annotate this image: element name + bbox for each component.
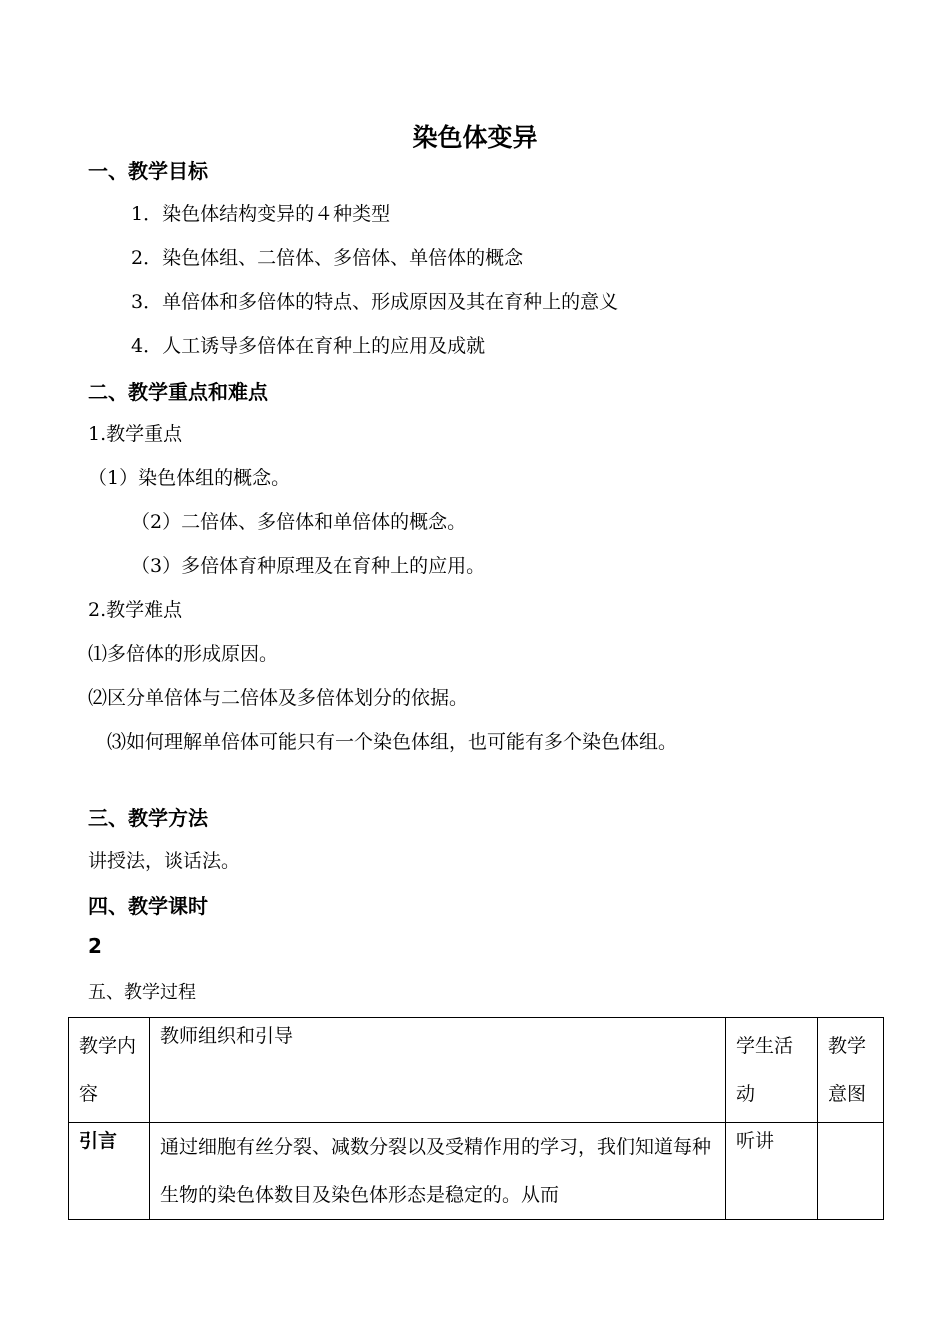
table-row bbox=[69, 1123, 884, 1220]
class-hours-value: 2 bbox=[88, 934, 102, 958]
difficult-point-1: ⑴多倍体的形成原因。 bbox=[88, 643, 279, 665]
page-title: 染色体变异 bbox=[412, 123, 538, 152]
teaching-process-table bbox=[68, 1017, 884, 1220]
row-intent bbox=[818, 1123, 884, 1220]
header-activity: 学生活动 bbox=[726, 1018, 818, 1123]
header-content: 教学内容 bbox=[69, 1018, 150, 1123]
objective-item-1: 1．染色体结构变异的４种类型 bbox=[131, 203, 391, 225]
header-guide: 教师组织和引导 bbox=[150, 1018, 726, 1123]
section-3-heading: 三、教学方法 bbox=[88, 806, 208, 830]
header-intent: 教学意图 bbox=[818, 1018, 884, 1123]
row-content: 引言 bbox=[69, 1123, 150, 1220]
key-point-2: （2）二倍体、多倍体和单倍体的概念。 bbox=[131, 511, 467, 533]
table-header-row bbox=[69, 1018, 884, 1123]
objective-item-2: 2．染色体组、二倍体、多倍体、单倍体的概念 bbox=[131, 247, 524, 269]
teaching-method-text: 讲授法，谈话法。 bbox=[88, 850, 241, 872]
section-5-heading: 五、教学过程 bbox=[88, 982, 196, 1003]
key-point-1: （1）染色体组的概念。 bbox=[88, 467, 291, 489]
key-point-3: （3）多倍体育种原理及在育种上的应用。 bbox=[131, 555, 486, 577]
difficult-point-3: ⑶如何理解单倍体可能只有一个染色体组，也可能有多个染色体组。 bbox=[107, 731, 678, 753]
row-activity: 听讲 bbox=[726, 1123, 818, 1220]
section-1-heading: 一、教学目标 bbox=[88, 159, 208, 183]
difficult-point-2: ⑵区分单倍体与二倍体及多倍体划分的依据。 bbox=[88, 687, 469, 709]
difficult-points-title: 2.教学难点 bbox=[88, 599, 183, 621]
section-2-heading: 二、教学重点和难点 bbox=[88, 380, 268, 404]
objective-item-3: 3．单倍体和多倍体的特点、形成原因及其在育种上的意义 bbox=[131, 291, 619, 313]
key-points-title: 1.教学重点 bbox=[88, 423, 183, 445]
row-guide: 通过细胞有丝分裂、减数分裂以及受精作用的学习，我们知道每种生物的染色体数目及染色体形态是稳定的。从而 bbox=[150, 1123, 726, 1220]
section-4-heading: 四、教学课时 bbox=[88, 894, 208, 918]
objective-item-4: 4．人工诱导多倍体在育种上的应用及成就 bbox=[131, 335, 486, 357]
